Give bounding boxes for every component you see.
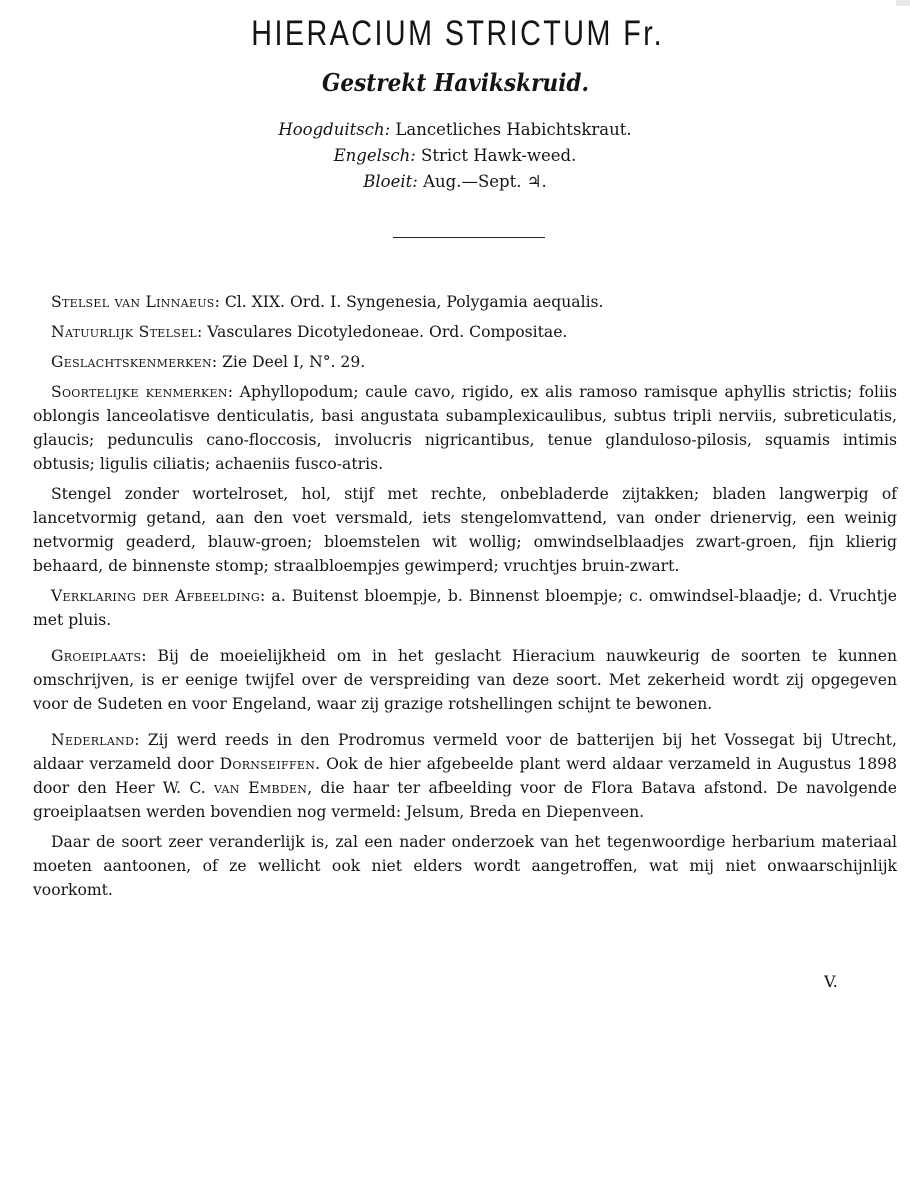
paragraph-linnaeus <box>33 290 897 314</box>
text-groeiplaats: : Bij de moeielijkheid om in het geslacht Hieracium nauwkeurig de soorten te kunnen omschrijven, is er eenige twijfel over de verspreiding van deze soort. Met zekerheid wordt zij opgegeven voor de Sudeten en voor Engeland, waar zij grazige rotshellingen schijnt te bewonen. <box>33 647 897 713</box>
paragraph-daar <box>33 830 897 902</box>
title-divider <box>393 237 545 238</box>
name-value-german: Lancetliches Habichtskraut. <box>395 120 632 139</box>
text-verklaring: : a. Buitenst bloempje, b. Binnenst bloempje; c. omwindsel-blaadje; d. Vruchtje met pluis. <box>33 587 897 629</box>
text-daar: Daar de soort zeer veranderlijk is, zal een nader onderzoek van het tegenwoordige herbarium materiaal moeten aantoonen, of ze wellicht ook niet elders wordt aangetroffen, wat mij niet onwaarschijnlijk voorkomt. <box>33 833 897 899</box>
paragraph-nederland <box>33 728 897 824</box>
person-name-dornseiffen: Dornseiffen <box>219 755 316 773</box>
label-nederland: Nederland <box>51 731 135 749</box>
text-nederland-1: : Zij werd reeds in den Prodromus vermeld voor de batterijen bij het Vossegat bij Utrecht, aldaar verzameld door <box>33 731 897 773</box>
page-subtitle: Gestrekt Havikskruid. <box>321 68 590 97</box>
common-names-block <box>0 117 910 195</box>
paragraph-stengel <box>33 482 897 578</box>
name-row-flowering <box>0 169 910 195</box>
paragraph-natuurlijk <box>33 320 897 344</box>
paragraph-groeiplaats <box>33 644 897 716</box>
text-geslacht: : Zie Deel I, N°. 29. <box>211 353 366 371</box>
name-label-english: Engelsch: <box>333 146 416 165</box>
name-value-english: Strict Hawk-weed. <box>421 146 577 165</box>
author-signature: V. <box>824 972 838 991</box>
label-groeiplaats: Groeiplaats <box>51 647 142 665</box>
text-linnaeus: : Cl. XIX. Ord. I. Syngenesia, Polygamia aequalis. <box>214 293 604 311</box>
page-title: HIERACIUM STRICTUM Fr. <box>251 14 665 53</box>
label-verklaring: Verklaring der Afbeelding <box>51 587 260 605</box>
label-soort: Soortelijke kenmerken <box>51 383 228 401</box>
text-stengel: Stengel zonder wortelroset, hol, stijf met rechte, onbebladerde zijtakken; bladen langwerpig of lancetvormig getand, aan den voet versmald, iets stengelomvattend, van onder drienervig, een weinig netvormig geaderd, blauw-groen; bloemstelen wit wollig; omwindselblaadjes zwart-groen, fijn klierig behaard, de binnenste stomp; straalbloempjes gewimperd; vruchtjes bruin-zwart. <box>33 485 897 575</box>
label-natuurlijk: Natuurlijk Stelsel <box>51 323 198 341</box>
text-natuurlijk: : Vasculares Dicotyledoneae. Ord. Compositae. <box>197 323 568 341</box>
text-nederland-3: , die haar ter afbeelding voor de Flora Batava afstond. De navolgende groeiplaatsen werden bovendien nog vermeld: Jelsum, Breda en Diepenveen. <box>33 779 897 821</box>
name-row-english <box>0 143 910 169</box>
scan-corner-mark <box>896 0 910 6</box>
name-label-german: Hoogduitsch: <box>278 120 391 139</box>
text-soort: : Aphyllopodum; caule cavo, rigido, ex alis ramoso ramisque aphyllis strictis; foliis oblongis lanceolatisve denticulatis, basi angustata subamplexicaulibus, subtus tripli nerviis, subreticulatis, glaucis; pedunculis cano-floccosis, involucris nigricantibus, tenue glanduloso-pilosis, squamis intimis obtusis; ligulis ciliatis; achaeniis fusco-atris. <box>33 383 897 473</box>
label-geslacht: Geslachtskenmerken <box>51 353 212 371</box>
person-name-van-embden: van Embden <box>213 779 308 797</box>
paragraph-verklaring <box>33 584 897 632</box>
paragraph-soort <box>33 380 897 476</box>
name-value-flowering: Aug.—Sept. ♃. <box>423 172 547 191</box>
label-linnaeus: Stelsel van Linnaeus <box>51 293 215 311</box>
paragraph-geslacht <box>33 350 897 374</box>
document-body <box>33 290 897 908</box>
name-label-flowering: Bloeit: <box>363 172 418 191</box>
name-row-german <box>0 117 910 143</box>
text-nederland-2: . Ook de hier afgebeelde plant werd aldaar verzameld in Augustus 1898 door den Heer W. C. <box>33 755 897 797</box>
